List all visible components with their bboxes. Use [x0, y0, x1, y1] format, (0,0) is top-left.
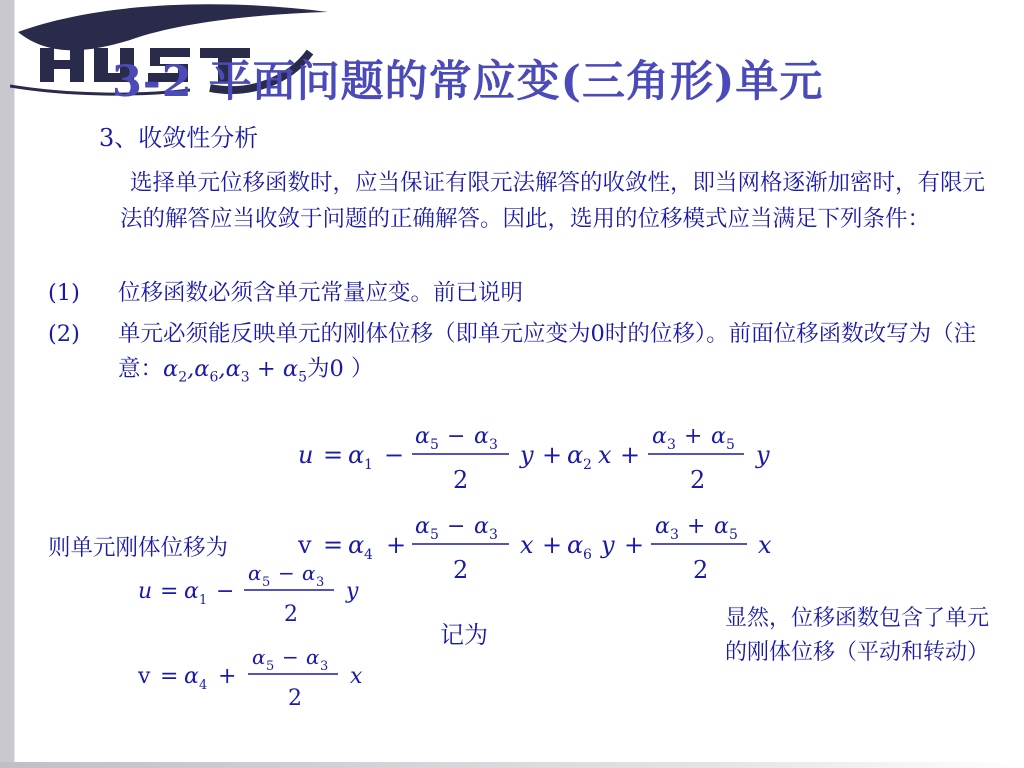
- svg-text:2: 2: [453, 466, 469, 494]
- svg-text:v: v: [138, 664, 151, 689]
- svg-text:2: 2: [288, 686, 302, 711]
- denote-label: 记为: [440, 621, 488, 649]
- svg-text:5: 5: [726, 437, 735, 453]
- equation-u-full: [298, 424, 770, 494]
- equation-u-rigid: [138, 561, 359, 627]
- rigid-label: 则单元刚体位移为: [48, 535, 229, 561]
- svg-text:v: v: [298, 531, 312, 559]
- svg-text:α: α: [567, 531, 584, 559]
- svg-text:+: +: [218, 664, 237, 689]
- svg-text:+: +: [687, 514, 706, 539]
- svg-text:+: +: [542, 531, 563, 559]
- svg-text:α: α: [711, 424, 726, 449]
- condition-text: 位移函数必须含单元常量应变。前已说明: [118, 280, 524, 306]
- alpha-note-math: $\alpha_2,\alpha_6,\alpha_3 + \alpha_5$: [163, 356, 307, 386]
- svg-text:3: 3: [489, 437, 498, 453]
- svg-text:α: α: [348, 531, 365, 559]
- svg-text:x: x: [350, 664, 363, 689]
- svg-text:=: =: [323, 441, 344, 469]
- svg-text:+: +: [624, 531, 645, 559]
- svg-text:5: 5: [262, 575, 271, 590]
- svg-text:+: +: [386, 531, 407, 559]
- svg-text:α: α: [184, 664, 199, 689]
- svg-text:u: u: [298, 441, 314, 469]
- svg-text:=: =: [160, 664, 179, 689]
- svg-text:y: y: [520, 441, 534, 469]
- svg-text:3: 3: [667, 437, 676, 453]
- svg-text:α: α: [252, 645, 266, 669]
- svg-text:x: x: [758, 531, 772, 559]
- svg-text:−: −: [384, 441, 405, 469]
- svg-text:−: −: [278, 561, 295, 585]
- equation-v-rigid: [137, 645, 363, 711]
- svg-text:y: y: [346, 579, 359, 604]
- svg-text:α: α: [302, 561, 316, 585]
- svg-text:α: α: [415, 424, 430, 449]
- svg-text:−: −: [282, 645, 299, 669]
- svg-text:1: 1: [364, 457, 373, 473]
- svg-text:5: 5: [729, 527, 738, 543]
- svg-text:3: 3: [670, 527, 679, 543]
- svg-text:u: u: [138, 579, 153, 604]
- side-note: 显然，位移函数包含了单元的刚体位移（平动和转动）: [725, 606, 990, 665]
- svg-text:α: α: [567, 441, 584, 469]
- svg-text:x: x: [598, 441, 612, 469]
- svg-text:6: 6: [583, 547, 592, 563]
- svg-text:α: α: [652, 424, 667, 449]
- svg-text:−: −: [216, 579, 235, 604]
- slide-title: 3-2 平面问题的常应变(三角形)单元: [112, 57, 824, 107]
- svg-text:α: α: [714, 514, 729, 539]
- svg-text:α: α: [415, 514, 430, 539]
- svg-text:α: α: [474, 514, 489, 539]
- svg-text:x: x: [520, 531, 534, 559]
- svg-text:α: α: [306, 645, 320, 669]
- svg-text:=: =: [160, 579, 179, 604]
- svg-text:−: −: [447, 424, 466, 449]
- svg-text:2: 2: [690, 466, 706, 494]
- svg-text:5: 5: [266, 659, 275, 674]
- equation-v-full: [297, 514, 772, 584]
- svg-text:2: 2: [693, 556, 709, 584]
- svg-text:α: α: [248, 561, 262, 585]
- svg-text:2: 2: [583, 457, 592, 473]
- svg-text:2: 2: [453, 556, 469, 584]
- svg-text:−: −: [447, 514, 466, 539]
- svg-text:+: +: [542, 441, 563, 469]
- section-heading: 3、收敛性分析: [99, 124, 259, 152]
- svg-text:α: α: [348, 441, 365, 469]
- slide-bottom-edge: [0, 762, 1024, 768]
- svg-text:5: 5: [430, 527, 439, 543]
- svg-text:y: y: [756, 441, 770, 469]
- svg-text:4: 4: [199, 678, 208, 693]
- svg-text:5: 5: [430, 437, 439, 453]
- svg-text:α: α: [655, 514, 670, 539]
- svg-text:1: 1: [199, 593, 208, 608]
- intro-paragraph: 选择单元位移函数时，应当保证有限元法解答的收敛性，即当网格逐渐加密时，有限元法的解答应当收敛于问题的正确解答。因此，选用的位移模式应当满足下列条件：: [120, 170, 986, 232]
- svg-text:3: 3: [316, 575, 325, 590]
- svg-text:3: 3: [320, 659, 329, 674]
- svg-text:α: α: [474, 424, 489, 449]
- svg-text:+: +: [684, 424, 703, 449]
- svg-text:y: y: [601, 531, 615, 559]
- svg-text:+: +: [620, 441, 641, 469]
- condition-text-close: 为0 ）: [306, 356, 374, 382]
- svg-text:4: 4: [364, 547, 373, 563]
- svg-text:α: α: [184, 579, 199, 604]
- svg-text:2: 2: [284, 602, 298, 627]
- svg-text:=: =: [323, 531, 344, 559]
- svg-text:3: 3: [489, 527, 498, 543]
- condition-number: (2): [48, 321, 80, 347]
- condition-text-main: 单元必须能反映单元的刚体位移（即单元应变为0时的位移）。前面位移函数改写为（注意：: [118, 321, 977, 382]
- condition-number: (1): [48, 280, 80, 306]
